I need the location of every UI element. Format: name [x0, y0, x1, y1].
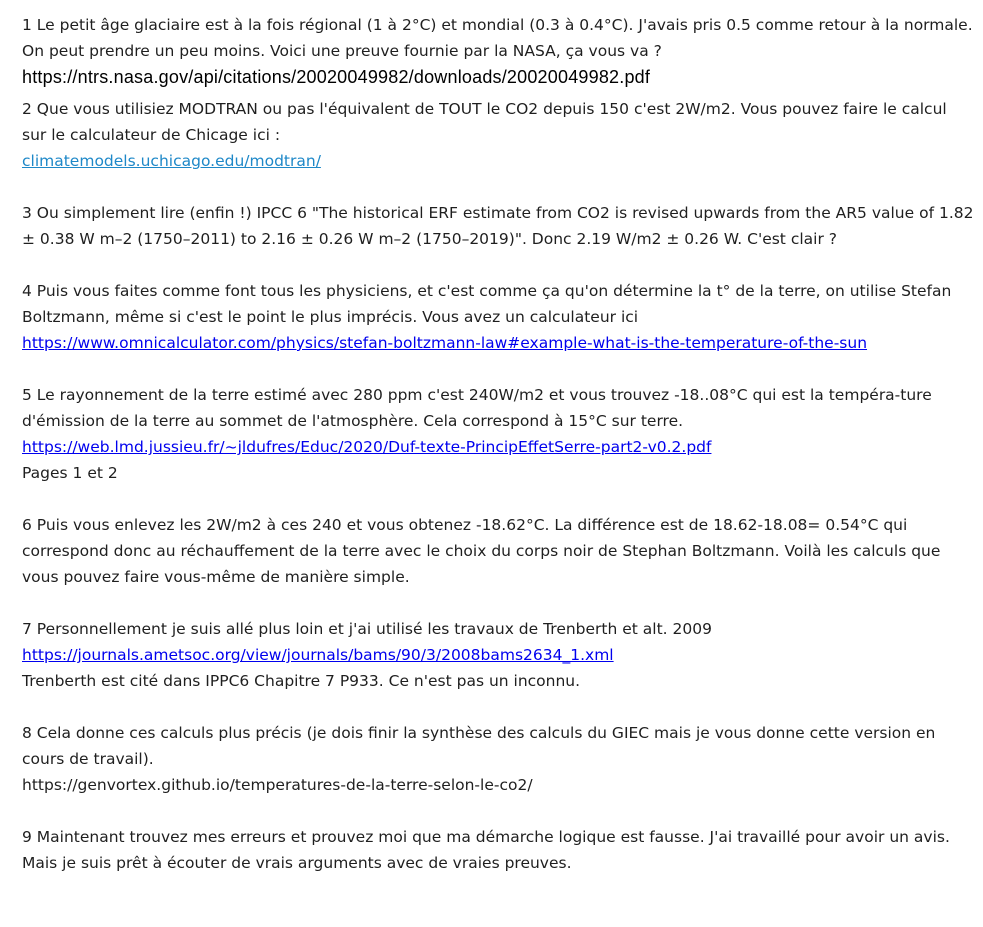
paragraph-4-text: 4 Puis vous faites comme font tous les physiciens, et c'est comme ça qu'on détermine la t° de la terre, on utilise Stefan Boltzmann, même si c'est le point le plus imprécis. Vous avez un calculateur ici [22, 282, 952, 326]
nasa-url-text: https://ntrs.nasa.gov/api/citations/20020049982/downloads/20020049982.pdf [22, 67, 651, 87]
paragraph-9-text: 9 Maintenant trouvez mes erreurs et prouvez moi que ma démarche logique est fausse. J'ai travaillé pour avoir un avis. Mais je suis prêt à écouter de vrais arguments avec de vraies preuves. [22, 828, 950, 872]
paragraph-2 [22, 96, 974, 174]
paragraph-7 [22, 616, 974, 694]
document-body [22, 12, 974, 876]
ametsoc-link[interactable]: https://journals.ametsoc.org/view/journals/bams/90/3/2008bams2634_1.xml [22, 646, 614, 664]
paragraph-3-text: 3 Ou simplement lire (enfin !) IPCC 6 "The historical ERF estimate from CO2 is revised upwards from the AR5 value of 1.82 ± 0.38 W m–2 (1750–2011) to 2.16 ± 0.26 W m–2 (1750–2019)". Donc 2.19 W/m2 ± 0.26 W. C'est clair ? [22, 204, 974, 248]
paragraph-5 [22, 382, 974, 486]
modtran-link[interactable]: climatemodels.uchicago.edu/modtran/ [22, 152, 321, 170]
paragraph-1 [22, 12, 974, 90]
paragraph-9 [22, 824, 974, 876]
paragraph-4 [22, 278, 974, 356]
genvortex-url-text: https://genvortex.github.io/temperatures-de-la-terre-selon-le-co2/ [22, 776, 533, 794]
omnicalculator-link[interactable]: https://www.omnicalculator.com/physics/stefan-boltzmann-law#example-what-is-the-temperature-of-the-sun [22, 334, 868, 352]
paragraph-7-text: 7 Personnellement je suis allé plus loin et j'ai utilisé les travaux de Trenberth et alt. 2009 [22, 620, 712, 638]
paragraph-6 [22, 512, 974, 590]
paragraph-5-text: 5 Le rayonnement de la terre estimé avec 280 ppm c'est 240W/m2 et vous trouvez -18..08°C qui est la tempéra-ture d'émission de la terre au sommet de l'atmosphère. Cela correspond à 15°C sur terre. [22, 386, 932, 430]
jussieu-link[interactable]: https://web.lmd.jussieu.fr/~jldufres/Educ/2020/Duf-texte-PrincipEffetSerre-part2-v0.2.pdf [22, 438, 712, 456]
paragraph-8-text: 8 Cela donne ces calculs plus précis (je dois finir la synthèse des calculs du GIEC mais je vous donne cette version en cours de travail). [22, 724, 936, 768]
paragraph-8 [22, 720, 974, 798]
paragraph-6-text: 6 Puis vous enlevez les 2W/m2 à ces 240 et vous obtenez -18.62°C. La différence est de 18.62-18.08= 0.54°C qui correspond donc au réchauffement de la terre avec le choix du corps noir de Stephan Boltzmann. Voilà les calculs que vous pouvez faire vous-même de manière simple. [22, 516, 941, 586]
paragraph-7-after: Trenberth est cité dans IPPC6 Chapitre 7 P933. Ce n'est pas un inconnu. [22, 672, 581, 690]
paragraph-1-text: 1 Le petit âge glaciaire est à la fois régional (1 à 2°C) et mondial (0.3 à 0.4°C). J'avais pris 0.5 comme retour à la normale. On peut prendre un peu moins. Voici une preuve fournie par la NASA, ça vous va ? [22, 16, 973, 60]
paragraph-3 [22, 200, 974, 252]
paragraph-2-text: 2 Que vous utilisiez MODTRAN ou pas l'équivalent de TOUT le CO2 depuis 150 c'est 2W/m2. Vous pouvez faire le calcul sur le calculateur de Chicage ici : [22, 100, 947, 144]
paragraph-5-after: Pages 1 et 2 [22, 464, 118, 482]
